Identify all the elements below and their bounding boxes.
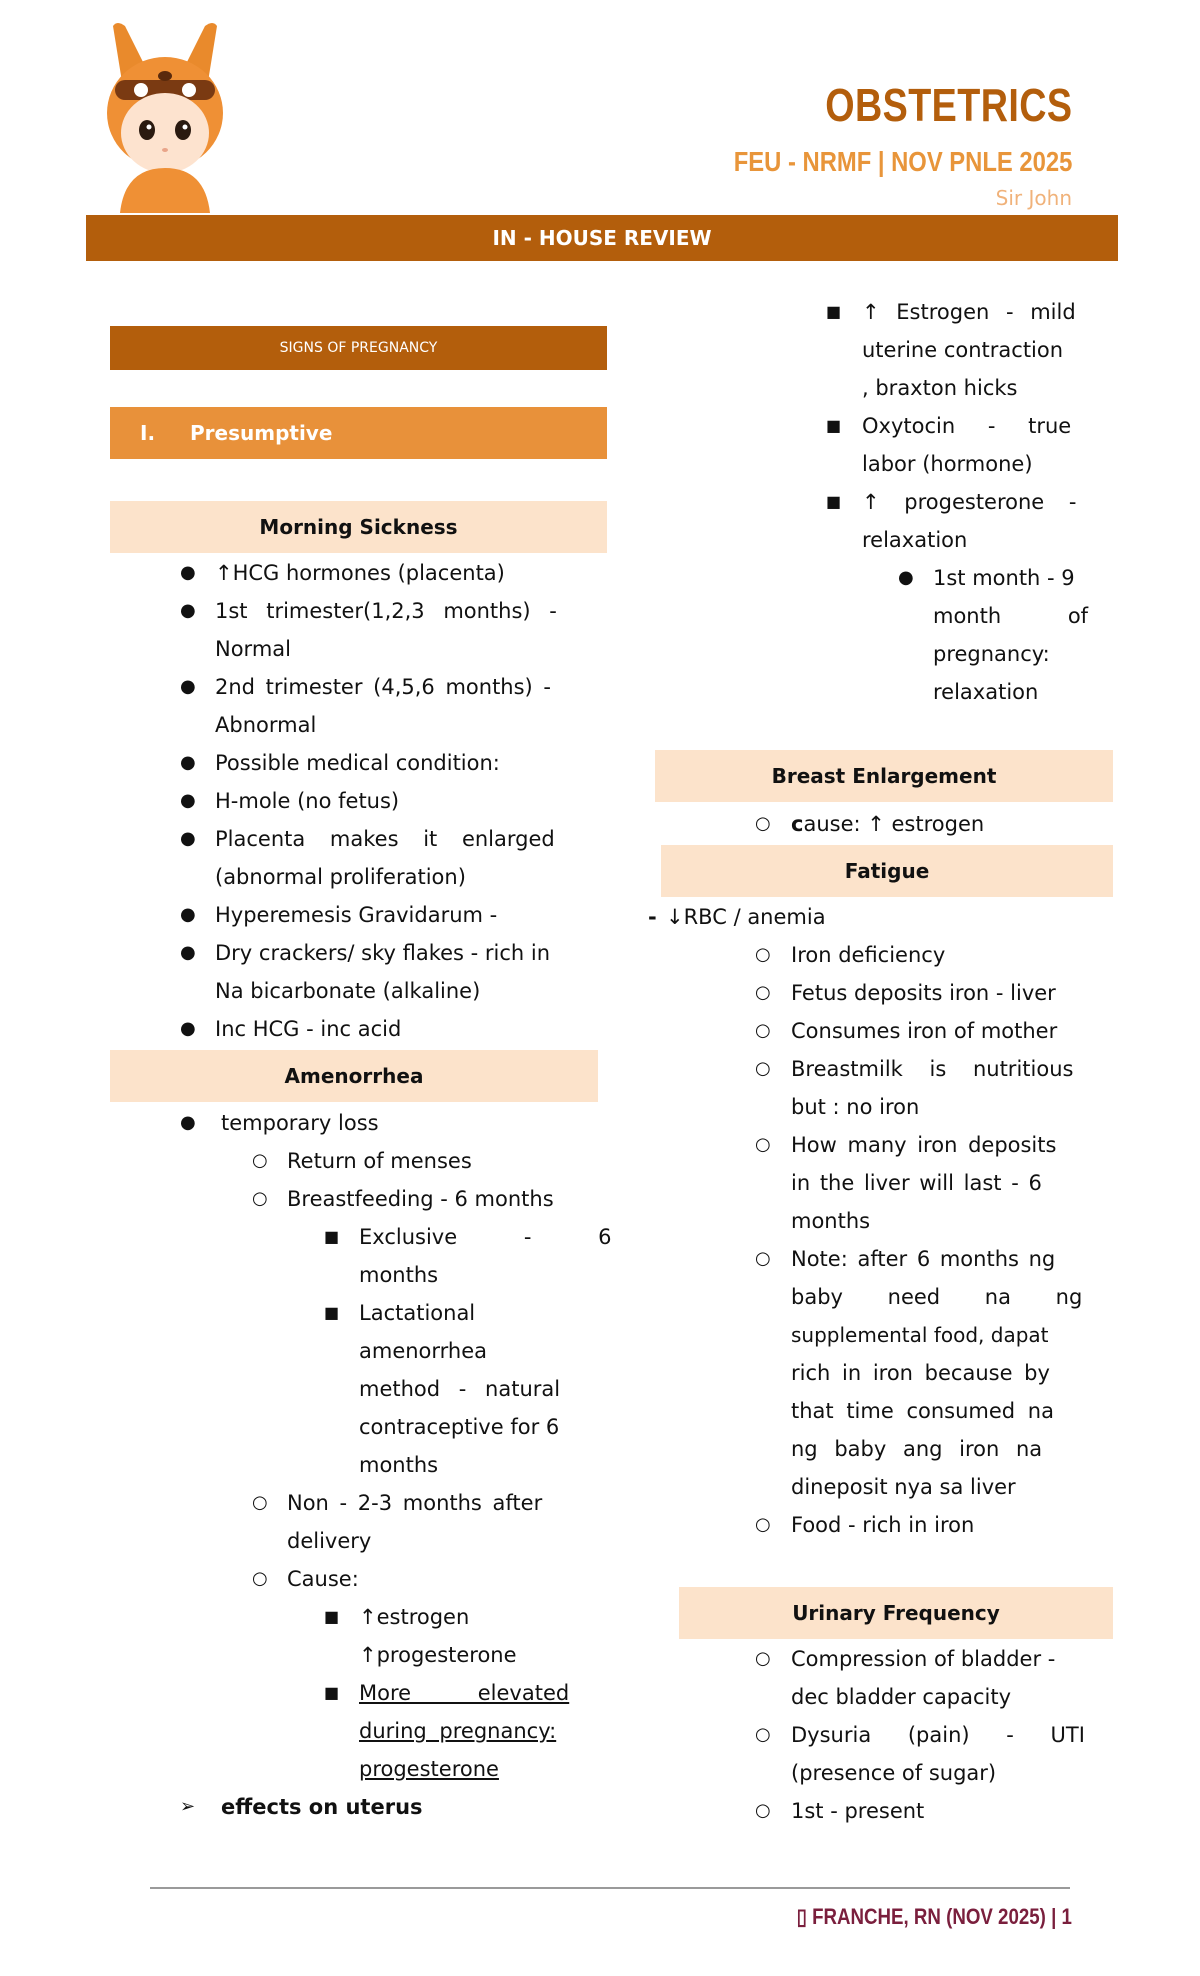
- list-item: method - natural: [359, 1377, 561, 1401]
- bullet-circle: ○: [755, 982, 771, 1003]
- list-item: dec bladder capacity: [791, 1685, 1012, 1709]
- bullet-square: ■: [826, 416, 842, 435]
- bullet-circle: ○: [252, 1568, 268, 1589]
- list-item: Return of menses: [287, 1149, 472, 1173]
- bullet-circle: ○: [755, 1514, 771, 1535]
- list-item: Possible medical condition:: [215, 751, 500, 775]
- bullet-square: ■: [324, 1607, 340, 1626]
- list-item-bold: effects on uterus: [221, 1795, 423, 1819]
- list-item: ↓RBC / anemia: [666, 905, 826, 929]
- list-item: 1st trimester(1,2,3 months) -: [215, 599, 557, 623]
- list-item: during pregnancy:: [359, 1719, 557, 1743]
- subsection-label: Presumptive: [190, 421, 333, 445]
- topic-header-amenorrhea: [110, 1050, 598, 1102]
- bullet-circle: ○: [252, 1188, 268, 1209]
- list-item: How many iron deposits: [791, 1133, 1057, 1157]
- section-header-label: SIGNS OF PREGNANCY: [279, 340, 438, 356]
- list-item: 1st month - 9: [933, 566, 1075, 590]
- bullet-disc: ●: [898, 567, 914, 588]
- bullet-disc: ●: [180, 904, 196, 925]
- list-item: month of: [933, 604, 1089, 628]
- list-item: contraceptive for 6: [359, 1415, 560, 1439]
- topic-title: Morning Sickness: [259, 515, 458, 539]
- bullet-disc: ●: [180, 752, 196, 773]
- list-item: Iron deficiency: [791, 943, 946, 967]
- list-item: that time consumed na: [791, 1399, 1054, 1423]
- list-item: Breastmilk is nutritious: [791, 1057, 1074, 1081]
- review-banner: IN - HOUSE REVIEW: [86, 215, 1118, 261]
- list-item: 1st - present: [791, 1799, 925, 1823]
- topic-title: Fatigue: [844, 859, 930, 883]
- topic-header-breast-enlargement: [655, 750, 1113, 802]
- list-item: Compression of bladder -: [791, 1647, 1056, 1671]
- list-dash: -: [648, 905, 657, 929]
- list-item: temporary loss: [221, 1111, 379, 1135]
- list-item: Oxytocin - true: [862, 414, 1072, 438]
- bullet-disc: ●: [180, 1018, 196, 1039]
- list-item: relaxation: [862, 528, 968, 552]
- list-item: supplemental food, dapat: [791, 1323, 1049, 1347]
- list-item: ↑ progesterone -: [862, 490, 1077, 514]
- list-item: pregnancy:: [933, 642, 1050, 666]
- list-item: Non - 2-3 months after: [287, 1491, 543, 1515]
- document-subtitle: FEU - NRMF | NOV PNLE 2025: [733, 146, 1072, 177]
- list-item: Consumes iron of mother: [791, 1019, 1058, 1043]
- bullet-circle: ○: [755, 1248, 771, 1269]
- list-item-text: ause: ↑ estrogen: [803, 812, 985, 836]
- author-name: Sir John: [995, 186, 1072, 210]
- list-item: but : no iron: [791, 1095, 920, 1119]
- bullet-circle: ○: [252, 1150, 268, 1171]
- list-item: Breastfeeding - 6 months: [287, 1187, 554, 1211]
- footer-credit: [797, 1904, 1072, 1930]
- topic-title: Urinary Frequency: [792, 1601, 1000, 1625]
- list-item: Food - rich in iron: [791, 1513, 975, 1537]
- bullet-circle: ○: [252, 1492, 268, 1513]
- list-item: Cause:: [287, 1567, 359, 1591]
- document-title: OBSTETRICS: [824, 79, 1072, 131]
- bullet-square: ■: [324, 1683, 340, 1702]
- bullet-circle: ○: [755, 1058, 771, 1079]
- footer-text: FRANCHE, RN (NOV 2025) | 1: [812, 1904, 1072, 1929]
- list-item: dineposit nya sa liver: [791, 1475, 1016, 1499]
- bullet-circle: ○: [755, 813, 771, 834]
- bullet-disc: ●: [180, 600, 196, 621]
- list-item: Abnormal: [215, 713, 317, 737]
- list-item: in the liver will last - 6: [791, 1171, 1042, 1195]
- topic-header-fatigue: [661, 845, 1113, 897]
- list-item: months: [359, 1453, 439, 1477]
- bullet-circle: ○: [755, 1020, 771, 1041]
- list-item-bold-letter: c: [791, 812, 804, 836]
- mascot-logo: [95, 18, 235, 213]
- bullet-disc: ●: [180, 562, 196, 583]
- list-item: More elevated: [359, 1681, 570, 1705]
- bullet-circle: ○: [755, 1134, 771, 1155]
- list-item: (abnormal proliferation): [215, 865, 466, 889]
- footer-divider: [150, 1887, 1070, 1889]
- bullet-disc: ●: [180, 1112, 196, 1133]
- topic-title: Amenorrhea: [284, 1064, 424, 1088]
- list-item: 2nd trimester (4,5,6 months) -: [215, 675, 552, 699]
- list-item: Hyperemesis Gravidarum -: [215, 903, 498, 927]
- list-item: Note: after 6 months ng: [791, 1247, 1056, 1271]
- list-item: baby need na ng: [791, 1285, 1083, 1309]
- list-item: labor (hormone): [862, 452, 1033, 476]
- roman-numeral: I.: [140, 421, 156, 445]
- list-item: Placenta makes it enlarged: [215, 827, 555, 851]
- bullet-disc: ●: [180, 942, 196, 963]
- list-item: Fetus deposits iron - liver: [791, 981, 1056, 1005]
- list-item: uterine contraction: [862, 338, 1064, 362]
- list-item: Exclusive - 6: [359, 1225, 612, 1249]
- list-item: Lactational: [359, 1301, 476, 1325]
- section-header-signs: [110, 326, 607, 370]
- list-item: months: [791, 1209, 871, 1233]
- bullet-square: ■: [826, 492, 842, 511]
- list-item: ↑ Estrogen - mild: [862, 300, 1076, 324]
- list-item: rich in iron because by: [791, 1361, 1050, 1385]
- list-item: Na bicarbonate (alkaline): [215, 979, 481, 1003]
- bullet-square: ■: [324, 1227, 340, 1246]
- list-item: ↑progesterone: [359, 1643, 517, 1667]
- topic-header-morning-sickness: [110, 501, 607, 553]
- list-item: relaxation: [933, 680, 1039, 704]
- topic-title: Breast Enlargement: [771, 764, 997, 788]
- bullet-disc: ●: [180, 676, 196, 697]
- bullet-arrow: ➢: [180, 1796, 196, 1817]
- list-item: Normal: [215, 637, 291, 661]
- list-item: Dry crackers/ sky flakes - rich in: [215, 941, 551, 965]
- bullet-circle: ○: [755, 944, 771, 965]
- list-item: Dysuria (pain) - UTI: [791, 1723, 1085, 1747]
- bullet-square: ■: [826, 302, 842, 321]
- bullet-circle: ○: [755, 1724, 771, 1745]
- list-item: amenorrhea: [359, 1339, 488, 1363]
- list-item: Inc HCG - inc acid: [215, 1017, 402, 1041]
- footer-icon: ▯: [796, 1904, 807, 1929]
- bullet-square: ■: [324, 1303, 340, 1322]
- list-item: delivery: [287, 1529, 372, 1553]
- list-item: ng baby ang iron na: [791, 1437, 1043, 1461]
- bullet-disc: ●: [180, 828, 196, 849]
- list-item: [791, 805, 984, 843]
- subsection-header-presumptive: [110, 407, 607, 459]
- list-item: ↑HCG hormones (placenta): [215, 561, 505, 585]
- bullet-disc: ●: [180, 790, 196, 811]
- list-item: ↑estrogen: [359, 1605, 470, 1629]
- list-item: progesterone: [359, 1757, 499, 1781]
- list-item: months: [359, 1263, 439, 1287]
- bullet-circle: ○: [755, 1648, 771, 1669]
- list-item: (presence of sugar): [791, 1761, 997, 1785]
- topic-header-urinary-frequency: [679, 1587, 1113, 1639]
- list-item: , braxton hicks: [862, 376, 1018, 400]
- list-item: H-mole (no fetus): [215, 789, 400, 813]
- bullet-circle: ○: [755, 1800, 771, 1821]
